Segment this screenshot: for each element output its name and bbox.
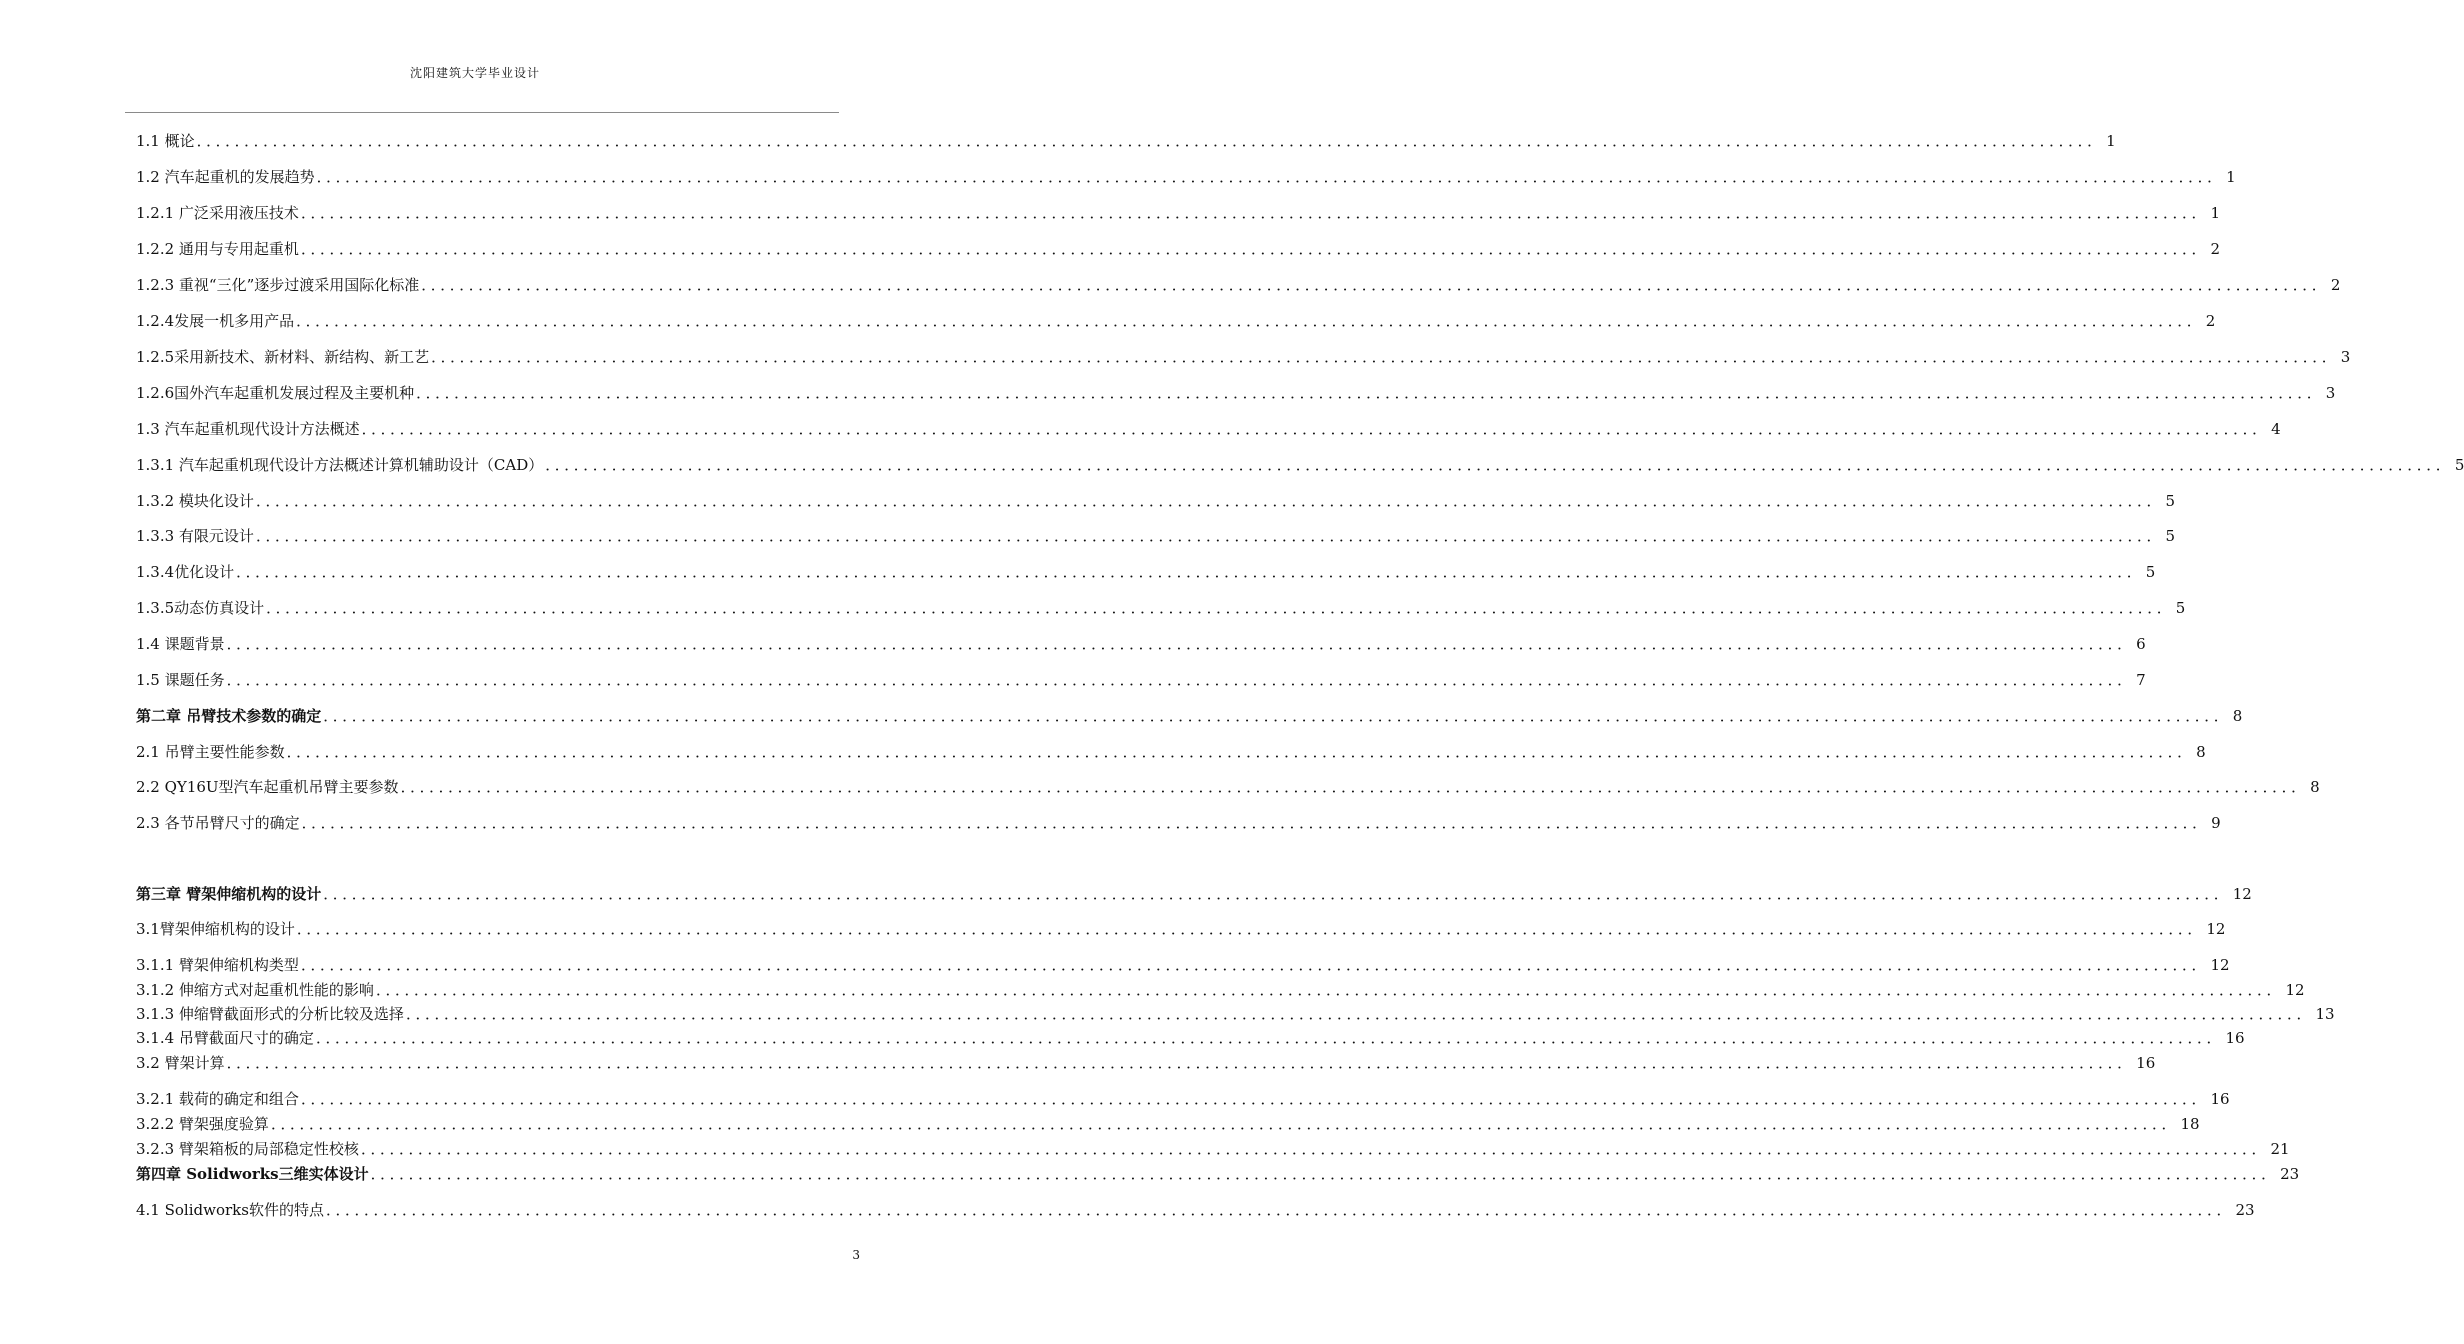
toc-entry-title: 1.3.4优化设计 xyxy=(136,563,235,581)
toc-entry-title: 1.2.3 重视“三化”逐步过渡采用国际化标准 xyxy=(136,276,420,294)
toc-entry[interactable] xyxy=(136,562,2156,582)
toc-entry[interactable] xyxy=(136,1164,2300,1184)
toc-entry-page: 16 xyxy=(2225,1029,2245,1047)
toc-entry-page: 12 xyxy=(2232,885,2252,903)
toc-entry-page: 16 xyxy=(2210,1090,2230,1108)
toc-entry-title: 1.4 课题背景 xyxy=(136,635,225,653)
toc-entry[interactable] xyxy=(136,383,2336,403)
toc-entry[interactable] xyxy=(136,131,2116,151)
toc-entry-title: 1.2.5采用新技术、新材料、新结构、新工艺 xyxy=(136,348,430,366)
toc-entry-page: 1 xyxy=(2106,132,2116,150)
toc-entry[interactable] xyxy=(136,311,2216,331)
toc-entry[interactable] xyxy=(136,980,2305,1000)
toc-entry-title: 2.1 吊臂主要性能参数 xyxy=(136,743,285,761)
toc-dot-leader: ．．．．．．．．．．．．．．．．．．．．．．．．．．．．．．．．．．．．．．．．．．．．．．．．．．．．．．．．．．．．．．．．．．．．．．．．．．．．．．．．．．．．．．．．．．．．．．．．．．．．．．．．．．．．．．．．．．．．．．．．．．．．．．．．．．．．．．．．．．．．．．．．．．．．．．．．．．．．．．．．．．．．．．．．．．．．．．．．．．．．．．．．．．．．．．．．．．．．．．．． xyxy=(270,1115,2179,1133)
toc-entry[interactable] xyxy=(136,1139,2290,1159)
toc-entry-page: 5 xyxy=(2165,492,2176,510)
toc-entry-page: 8 xyxy=(2196,743,2206,761)
toc-entry-title: 第三章 臂架伸缩机构的设计 xyxy=(136,885,322,903)
toc-entry[interactable] xyxy=(136,1089,2230,1109)
toc-entry-title: 3.1.4 吊臂截面尺寸的确定 xyxy=(136,1029,314,1047)
toc-entry[interactable] xyxy=(136,203,2221,223)
toc-dot-leader: ．．．．．．．．．．．．．．．．．．．．．．．．．．．．．．．．．．．．．．．．．．．．．．．．．．．．．．．．．．．．．．．．．．．．．．．．．．．．．．．．．．．．．．．．．．．．．．．．．．．．．．．．．．．．．．．．．．．．．．．．．．．．．．．．．．．．．．．．．．．．．．．．．．．．．．．．．．．．．．．．．．．．．．．．．．．．．．．．．．．．．．．．．．．．．．．．．．．．．．．． xyxy=(255,527,2164,545)
toc-entry[interactable] xyxy=(136,742,2206,762)
toc-dot-leader: ．．．．．．．．．．．．．．．．．．．．．．．．．．．．．．．．．．．．．．．．．．．．．．．．．．．．．．．．．．．．．．．．．．．．．．．．．．．．．．．．．．．．．．．．．．．．．．．．．．．．．．．．．．．．．．．．．．．．．．．．．．．．．．．．．．．．．．．．．．．．．．．．．．．．．．．．．．．．．．．．．．．．．．．．．．．．．．．．．．．．．．．．．．．．．．．．．．．．．．．． xyxy=(296,920,2205,938)
toc-entry[interactable] xyxy=(136,598,2186,618)
toc-entry-title: 第四章 Solidworks三维实体设计 xyxy=(136,1165,369,1183)
toc-dot-leader: ．．．．．．．．．．．．．．．．．．．．．．．．．．．．．．．．．．．．．．．．．．．．．．．．．．．．．．．．．．．．．．．．．．．．．．．．．．．．．．．．．．．．．．．．．．．．．．．．．．．．．．．．．．．．．．．．．．．．．．．．．．．．．．．．．．．．．．．．．．．．．．．．．．．．．．．．．．．．．．．．．．．．．．．．．．．．．．．．．．．．．．．．．．．．．．．．．．．．．．．． xyxy=(400,778,2309,796)
toc-entry[interactable] xyxy=(136,347,2351,367)
toc-entry-page: 5 xyxy=(2454,456,2464,474)
toc-entry-title: 3.2 臂架计算 xyxy=(136,1054,225,1072)
toc-dot-leader: ．．．．．．．．．．．．．．．．．．．．．．．．．．．．．．．．．．．．．．．．．．．．．．．．．．．．．．．．．．．．．．．．．．．．．．．．．．．．．．．．．．．．．．．．．．．．．．．．．．．．．．．．．．．．．．．．．．．．．．．．．．．．．．．．．．．．．．．．．．．．．．．．．．．．．．．．．．．．．．．．．．．．．．．．．．．．．．．．．．．．．．．．．．．．．．．．．．．．．．．． xyxy=(301,814,2210,832)
toc-dot-leader: ．．．．．．．．．．．．．．．．．．．．．．．．．．．．．．．．．．．．．．．．．．．．．．．．．．．．．．．．．．．．．．．．．．．．．．．．．．．．．．．．．．．．．．．．．．．．．．．．．．．．．．．．．．．．．．．．．．．．．．．．．．．．．．．．．．．．．．．．．．．．．．．．．．．．．．．．．．．．．．．．．．．．．．．．．．．．．．．．．．．．．．．．．．．．．．．．．．．．．．．． xyxy=(370,1165,2279,1183)
toc-entry-page: 12 xyxy=(2285,981,2305,999)
toc-dot-leader: ．．．．．．．．．．．．．．．．．．．．．．．．．．．．．．．．．．．．．．．．．．．．．．．．．．．．．．．．．．．．．．．．．．．．．．．．．．．．．．．．．．．．．．．．．．．．．．．．．．．．．．．．．．．．．．．．．．．．．．．．．．．．．．．．．．．．．．．．．．．．．．．．．．．．．．．．．．．．．．．．．．．．．．．．．．．．．．．．．．．．．．．．．．．．．．．．．．．．．．．． xyxy=(226,635,2135,653)
toc-dot-leader: ．．．．．．．．．．．．．．．．．．．．．．．．．．．．．．．．．．．．．．．．．．．．．．．．．．．．．．．．．．．．．．．．．．．．．．．．．．．．．．．．．．．．．．．．．．．．．．．．．．．．．．．．．．．．．．．．．．．．．．．．．．．．．．．．．．．．．．．．．．．．．．．．．．．．．．．．．．．．．．．．．．．．．．．．．．．．．．．．．．．．．．．．．．．．．．．．．．．．．．．． xyxy=(325,1201,2234,1219)
toc-entry[interactable] xyxy=(136,955,2230,975)
toc-dot-leader: ．．．．．．．．．．．．．．．．．．．．．．．．．．．．．．．．．．．．．．．．．．．．．．．．．．．．．．．．．．．．．．．．．．．．．．．．．．．．．．．．．．．．．．．．．．．．．．．．．．．．．．．．．．．．．．．．．．．．．．．．．．．．．．．．．．．．．．．．．．．．．．．．．．．．．．．．．．．．．．．．．．．．．．．．．．．．．．．．．．．．．．．．．．．．．．．．．．．．．．．． xyxy=(266,599,2174,617)
toc-entry-page: 8 xyxy=(2310,778,2320,796)
toc-entry-title: 1.2 汽车起重机的发展趋势 xyxy=(136,168,315,186)
toc-entry[interactable] xyxy=(136,777,2320,797)
toc-entry[interactable] xyxy=(136,526,2176,546)
toc-dot-leader: ．．．．．．．．．．．．．．．．．．．．．．．．．．．．．．．．．．．．．．．．．．．．．．．．．．．．．．．．．．．．．．．．．．．．．．．．．．．．．．．．．．．．．．．．．．．．．．．．．．．．．．．．．．．．．．．．．．．．．．．．．．．．．．．．．．．．．．．．．．．．．．．．．．．．．．．．．．．．．．．．．．．．．．．．．．．．．．．．．．．．．．．．．．．．．．．．．．．．．．．． xyxy=(405,1005,2314,1023)
toc-entry-page: 6 xyxy=(2136,635,2146,653)
toc-entry-title: 1.3.5动态仿真设计 xyxy=(136,599,265,617)
toc-entry-title: 第二章 吊臂技术参数的确定 xyxy=(136,707,322,725)
toc-dot-leader: ．．．．．．．．．．．．．．．．．．．．．．．．．．．．．．．．．．．．．．．．．．．．．．．．．．．．．．．．．．．．．．．．．．．．．．．．．．．．．．．．．．．．．．．．．．．．．．．．．．．．．．．．．．．．．．．．．．．．．．．．．．．．．．．．．．．．．．．．．．．．．．．．．．．．．．．．．．．．．．．．．．．．．．．．．．．．．．．．．．．．．．．．．．．．．．．．．．．．．．．． xyxy=(361,420,2270,438)
toc-entry-title: 3.2.3 臂架箱板的局部稳定性校核 xyxy=(136,1140,359,1158)
toc-entry-title: 1.3.3 有限元设计 xyxy=(136,527,254,545)
toc-entry-page: 12 xyxy=(2206,920,2226,938)
toc-dot-leader: ．．．．．．．．．．．．．．．．．．．．．．．．．．．．．．．．．．．．．．．．．．．．．．．．．．．．．．．．．．．．．．．．．．．．．．．．．．．．．．．．．．．．．．．．．．．．．．．．．．．．．．．．．．．．．．．．．．．．．．．．．．．．．．．．．．．．．．．．．．．．．．．．．．．．．．．．．．．．．．．．．．．．．．．．．．．．．．．．．．．．．．．．．．．．．．．．．．．．．．．． xyxy=(300,956,2209,974)
toc-dot-leader: ．．．．．．．．．．．．．．．．．．．．．．．．．．．．．．．．．．．．．．．．．．．．．．．．．．．．．．．．．．．．．．．．．．．．．．．．．．．．．．．．．．．．．．．．．．．．．．．．．．．．．．．．．．．．．．．．．．．．．．．．．．．．．．．．．．．．．．．．．．．．．．．．．．．．．．．．．．．．．．．．．．．．．．．．．．．．．．．．．．．．．．．．．．．．．．．．．．．．．．．． xyxy=(236,563,2144,581)
toc-entry-page: 21 xyxy=(2270,1140,2290,1158)
toc-entry-page: 3 xyxy=(2340,348,2351,366)
toc-entry-page: 3 xyxy=(2325,384,2336,402)
toc-entry-title: 3.1臂架伸缩机构的设计 xyxy=(136,920,295,938)
toc-dot-leader: ．．．．．．．．．．．．．．．．．．．．．．．．．．．．．．．．．．．．．．．．．．．．．．．．．．．．．．．．．．．．．．．．．．．．．．．．．．．．．．．．．．．．．．．．．．．．．．．．．．．．．．．．．．．．．．．．．．．．．．．．．．．．．．．．．．．．．．．．．．．．．．．．．．．．．．．．．．．．．．．．．．．．．．．．．．．．．．．．．．．．．．．．．．．．．．．．．．．．．．．． xyxy=(416,384,2324,402)
toc-entry[interactable] xyxy=(136,419,2281,439)
toc-entry-page: 18 xyxy=(2180,1115,2200,1133)
toc-entry[interactable] xyxy=(136,239,2221,259)
toc-entry-page: 2 xyxy=(2205,312,2216,330)
toc-entry-page: 2 xyxy=(2330,276,2341,294)
toc-entry[interactable] xyxy=(136,1053,2156,1073)
toc-entry-page: 12 xyxy=(2210,956,2230,974)
toc-entry[interactable] xyxy=(136,1004,2335,1024)
toc-dot-leader: ．．．．．．．．．．．．．．．．．．．．．．．．．．．．．．．．．．．．．．．．．．．．．．．．．．．．．．．．．．．．．．．．．．．．．．．．．．．．．．．．．．．．．．．．．．．．．．．．．．．．．．．．．．．．．．．．．．．．．．．．．．．．．．．．．．．．．．．．．．．．．．．．．．．．．．．．．．．．．．．．．．．．．．．．．．．．．．．．．．．．．．．．．．．．．．．．．．．．．．．． xyxy=(296,312,2204,330)
toc-entry[interactable] xyxy=(136,1200,2255,1220)
toc-dot-leader: ．．．．．．．．．．．．．．．．．．．．．．．．．．．．．．．．．．．．．．．．．．．．．．．．．．．．．．．．．．．．．．．．．．．．．．．．．．．．．．．．．．．．．．．．．．．．．．．．．．．．．．．．．．．．．．．．．．．．．．．．．．．．．．．．．．．．．．．．．．．．．．．．．．．．．．．．．．．．．．．．．．．．．．．．．．．．．．．．．．．．．．．．．．．．．．．．．．．．．．．． xyxy=(545,456,2453,474)
toc-entry-page: 4 xyxy=(2271,420,2281,438)
toc-entry-title: 3.2.1 载荷的确定和组合 xyxy=(136,1090,299,1108)
toc-entry-title: 1.5 课题任务 xyxy=(136,671,225,689)
toc-entry[interactable] xyxy=(136,1114,2200,1134)
toc-entry-page: 1 xyxy=(2210,204,2221,222)
page-header: 沈阳建筑大学毕业设计 xyxy=(409,66,540,80)
toc-dot-leader: ．．．．．．．．．．．．．．．．．．．．．．．．．．．．．．．．．．．．．．．．．．．．．．．．．．．．．．．．．．．．．．．．．．．．．．．．．．．．．．．．．．．．．．．．．．．．．．．．．．．．．．．．．．．．．．．．．．．．．．．．．．．．．．．．．．．．．．．．．．．．．．．．．．．．．．．．．．．．．．．．．．．．．．．．．．．．．．．．．．．．．．．．．．．．．．．．．．．．．．．． xyxy=(300,240,2209,258)
toc-entry[interactable] xyxy=(136,670,2146,690)
toc-entry-page: 1 xyxy=(2226,168,2236,186)
toc-entry-title: 1.2.2 通用与专用起重机 xyxy=(136,240,299,258)
toc-entry-page: 7 xyxy=(2136,671,2146,689)
toc-entry-title: 3.2.2 臂架强度验算 xyxy=(136,1115,269,1133)
toc-dot-leader: ．．．．．．．．．．．．．．．．．．．．．．．．．．．．．．．．．．．．．．．．．．．．．．．．．．．．．．．．．．．．．．．．．．．．．．．．．．．．．．．．．．．．．．．．．．．．．．．．．．．．．．．．．．．．．．．．．．．．．．．．．．．．．．．．．．．．．．．．．．．．．．．．．．．．．．．．．．．．．．．．．．．．．．．．．．．．．．．．．．．．．．．．．．．．．．．．．．．．．．．． xyxy=(315,1029,2224,1047)
toc-entry-title: 3.1.1 臂架伸缩机构类型 xyxy=(136,956,299,974)
toc-dot-leader: ．．．．．．．．．．．．．．．．．．．．．．．．．．．．．．．．．．．．．．．．．．．．．．．．．．．．．．．．．．．．．．．．．．．．．．．．．．．．．．．．．．．．．．．．．．．．．．．．．．．．．．．．．．．．．．．．．．．．．．．．．．．．．．．．．．．．．．．．．．．．．．．．．．．．．．．．．．．．．．．．．．．．．．．．．．．．．．．．．．．．．．．．．．．．．．．．．．．．．．．． xyxy=(255,492,2164,510)
toc-dot-leader: ．．．．．．．．．．．．．．．．．．．．．．．．．．．．．．．．．．．．．．．．．．．．．．．．．．．．．．．．．．．．．．．．．．．．．．．．．．．．．．．．．．．．．．．．．．．．．．．．．．．．．．．．．．．．．．．．．．．．．．．．．．．．．．．．．．．．．．．．．．．．．．．．．．．．．．．．．．．．．．．．．．．．．．．．．．．．．．．．．．．．．．．．．．．．．．．．．．．．．．．． xyxy=(226,1054,2135,1072)
toc-entry-title: 1.2.1 广泛采用液压技术 xyxy=(136,204,299,222)
toc-entry[interactable] xyxy=(136,813,2221,833)
toc-entry[interactable] xyxy=(136,884,2252,904)
toc-entry-title: 3.1.3 伸缩臂截面形式的分析比较及选择 xyxy=(136,1005,404,1023)
toc-entry-page: 16 xyxy=(2136,1054,2156,1072)
toc-entry-title: 1.2.4发展一机多用产品 xyxy=(136,312,295,330)
toc-dot-leader: ．．．．．．．．．．．．．．．．．．．．．．．．．．．．．．．．．．．．．．．．．．．．．．．．．．．．．．．．．．．．．．．．．．．．．．．．．．．．．．．．．．．．．．．．．．．．．．．．．．．．．．．．．．．．．．．．．．．．．．．．．．．．．．．．．．．．．．．．．．．．．．．．．．．．．．．．．．．．．．．．．．．．．．．．．．．．．．．．．．．．．．．．．．．．．．．．．．．．．．．． xyxy=(375,981,2284,999)
toc-entry-title: 2.3 各节吊臂尺寸的确定 xyxy=(136,814,300,832)
header-divider xyxy=(125,112,839,113)
toc-dot-leader: ．．．．．．．．．．．．．．．．．．．．．．．．．．．．．．．．．．．．．．．．．．．．．．．．．．．．．．．．．．．．．．．．．．．．．．．．．．．．．．．．．．．．．．．．．．．．．．．．．．．．．．．．．．．．．．．．．．．．．．．．．．．．．．．．．．．．．．．．．．．．．．．．．．．．．．．．．．．．．．．．．．．．．．．．．．．．．．．．．．．．．．．．．．．．．．．．．．．．．．．． xyxy=(323,885,2231,903)
toc-entry-title: 2.2 QY16U型汽车起重机吊臂主要参数 xyxy=(136,778,399,796)
toc-entry-page: 13 xyxy=(2315,1005,2335,1023)
toc-entry-page: 5 xyxy=(2165,527,2176,545)
toc-entry-page: 8 xyxy=(2232,707,2243,725)
toc-entry-page: 5 xyxy=(2175,599,2186,617)
toc-entry-title: 1.3 汽车起重机现代设计方法概述 xyxy=(136,420,360,438)
toc-dot-leader: ．．．．．．．．．．．．．．．．．．．．．．．．．．．．．．．．．．．．．．．．．．．．．．．．．．．．．．．．．．．．．．．．．．．．．．．．．．．．．．．．．．．．．．．．．．．．．．．．．．．．．．．．．．．．．．．．．．．．．．．．．．．．．．．．．．．．．．．．．．．．．．．．．．．．．．．．．．．．．．．．．．．．．．．．．．．．．．．．．．．．．．．．．．．．．．．．．．．．．．．． xyxy=(196,132,2105,150)
toc-dot-leader: ．．．．．．．．．．．．．．．．．．．．．．．．．．．．．．．．．．．．．．．．．．．．．．．．．．．．．．．．．．．．．．．．．．．．．．．．．．．．．．．．．．．．．．．．．．．．．．．．．．．．．．．．．．．．．．．．．．．．．．．．．．．．．．．．．．．．．．．．．．．．．．．．．．．．．．．．．．．．．．．．．．．．．．．．．．．．．．．．．．．．．．．．．．．．．．．．．．．．．．．． xyxy=(421,276,2329,294)
toc-entry-title: 4.1 Solidworks软件的特点 xyxy=(136,1201,324,1219)
toc-entry[interactable] xyxy=(136,167,2236,187)
toc-entry[interactable] xyxy=(136,491,2176,511)
toc-entry[interactable] xyxy=(136,275,2341,295)
toc-dot-leader: ．．．．．．．．．．．．．．．．．．．．．．．．．．．．．．．．．．．．．．．．．．．．．．．．．．．．．．．．．．．．．．．．．．．．．．．．．．．．．．．．．．．．．．．．．．．．．．．．．．．．．．．．．．．．．．．．．．．．．．．．．．．．．．．．．．．．．．．．．．．．．．．．．．．．．．．．．．．．．．．．．．．．．．．．．．．．．．．．．．．．．．．．．．．．．．．．．．．．．．．． xyxy=(300,1090,2209,1108)
toc-entry[interactable] xyxy=(136,1028,2245,1048)
toc-dot-leader: ．．．．．．．．．．．．．．．．．．．．．．．．．．．．．．．．．．．．．．．．．．．．．．．．．．．．．．．．．．．．．．．．．．．．．．．．．．．．．．．．．．．．．．．．．．．．．．．．．．．．．．．．．．．．．．．．．．．．．．．．．．．．．．．．．．．．．．．．．．．．．．．．．．．．．．．．．．．．．．．．．．．．．．．．．．．．．．．．．．．．．．．．．．．．．．．．．．．．．．．． xyxy=(316,168,2225,186)
toc-entry-title: 1.3.2 模块化设计 xyxy=(136,492,254,510)
page-number: 3 xyxy=(852,1248,860,1262)
toc-entry-title: 1.3.1 汽车起重机现代设计方法概述计算机辅助设计（CAD） xyxy=(136,456,544,474)
toc-entry-page: 23 xyxy=(2235,1201,2255,1219)
toc-dot-leader: ．．．．．．．．．．．．．．．．．．．．．．．．．．．．．．．．．．．．．．．．．．．．．．．．．．．．．．．．．．．．．．．．．．．．．．．．．．．．．．．．．．．．．．．．．．．．．．．．．．．．．．．．．．．．．．．．．．．．．．．．．．．．．．．．．．．．．．．．．．．．．．．．．．．．．．．．．．．．．．．．．．．．．．．．．．．．．．．．．．．．．．．．．．．．．．．．．．．．．．．． xyxy=(431,348,2339,366)
toc-entry[interactable] xyxy=(136,919,2226,939)
toc-entry-page: 9 xyxy=(2211,814,2221,832)
toc-entry-title: 1.1 概论 xyxy=(136,132,195,150)
toc-entry[interactable] xyxy=(136,455,2464,475)
toc-dot-leader: ．．．．．．．．．．．．．．．．．．．．．．．．．．．．．．．．．．．．．．．．．．．．．．．．．．．．．．．．．．．．．．．．．．．．．．．．．．．．．．．．．．．．．．．．．．．．．．．．．．．．．．．．．．．．．．．．．．．．．．．．．．．．．．．．．．．．．．．．．．．．．．．．．．．．．．．．．．．．．．．．．．．．．．．．．．．．．．．．．．．．．．．．．．．．．．．．．．．．．．．． xyxy=(323,707,2231,725)
toc-dot-leader: ．．．．．．．．．．．．．．．．．．．．．．．．．．．．．．．．．．．．．．．．．．．．．．．．．．．．．．．．．．．．．．．．．．．．．．．．．．．．．．．．．．．．．．．．．．．．．．．．．．．．．．．．．．．．．．．．．．．．．．．．．．．．．．．．．．．．．．．．．．．．．．．．．．．．．．．．．．．．．．．．．．．．．．．．．．．．．．．．．．．．．．．．．．．．．．．．．．．．．．．． xyxy=(286,743,2195,761)
toc-entry-title: 3.1.2 伸缩方式对起重机性能的影响 xyxy=(136,981,374,999)
toc-entry-page: 23 xyxy=(2280,1165,2300,1183)
toc-entry-page: 5 xyxy=(2145,563,2156,581)
toc-entry[interactable] xyxy=(136,634,2146,654)
toc-entry-page: 2 xyxy=(2210,240,2221,258)
toc-dot-leader: ．．．．．．．．．．．．．．．．．．．．．．．．．．．．．．．．．．．．．．．．．．．．．．．．．．．．．．．．．．．．．．．．．．．．．．．．．．．．．．．．．．．．．．．．．．．．．．．．．．．．．．．．．．．．．．．．．．．．．．．．．．．．．．．．．．．．．．．．．．．．．．．．．．．．．．．．．．．．．．．．．．．．．．．．．．．．．．．．．．．．．．．．．．．．．．．．．．．．．．．． xyxy=(226,671,2135,689)
toc-dot-leader: ．．．．．．．．．．．．．．．．．．．．．．．．．．．．．．．．．．．．．．．．．．．．．．．．．．．．．．．．．．．．．．．．．．．．．．．．．．．．．．．．．．．．．．．．．．．．．．．．．．．．．．．．．．．．．．．．．．．．．．．．．．．．．．．．．．．．．．．．．．．．．．．．．．．．．．．．．．．．．．．．．．．．．．．．．．．．．．．．．．．．．．．．．．．．．．．．．．．．．．．． xyxy=(360,1140,2269,1158)
toc-entry[interactable] xyxy=(136,706,2243,726)
toc-dot-leader: ．．．．．．．．．．．．．．．．．．．．．．．．．．．．．．．．．．．．．．．．．．．．．．．．．．．．．．．．．．．．．．．．．．．．．．．．．．．．．．．．．．．．．．．．．．．．．．．．．．．．．．．．．．．．．．．．．．．．．．．．．．．．．．．．．．．．．．．．．．．．．．．．．．．．．．．．．．．．．．．．．．．．．．．．．．．．．．．．．．．．．．．．．．．．．．．．．．．．．．．． xyxy=(300,204,2209,222)
toc-entry-title: 1.2.6国外汽车起重机发展过程及主要机种 xyxy=(136,384,415,402)
